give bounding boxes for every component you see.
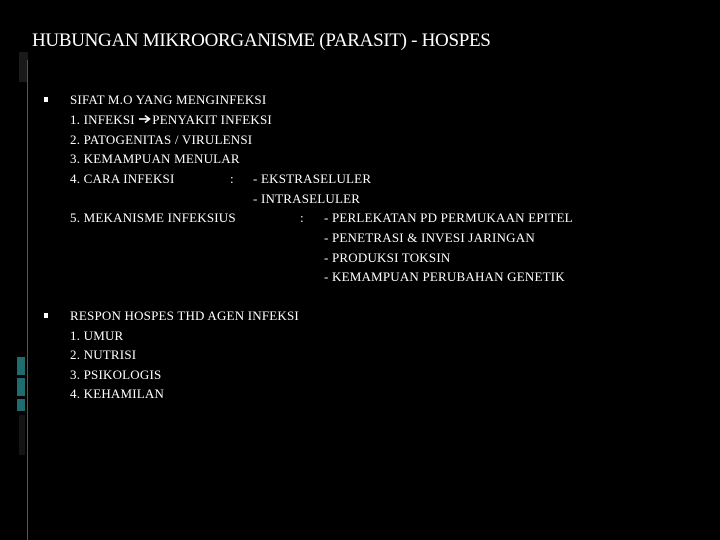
square-bullet-icon: [44, 97, 48, 102]
left-divider-line: [27, 60, 28, 540]
teal-accent-block: [17, 378, 25, 396]
section2-heading: RESPON HOSPES THD AGEN INFEKSI: [70, 308, 299, 323]
slide-title: HUBUNGAN MIKROORGANISME (PARASIT) - HOSPES: [32, 30, 491, 51]
section1-item4-label: 4. CARA INFEKSI: [70, 171, 175, 186]
dark-accent-block: [19, 415, 25, 455]
section1-item5-option: - PERLEKATAN PD PERMUKAAN EPITEL: [324, 210, 573, 225]
section1-item5-option: - KEMAMPUAN PERUBAHAN GENETIK: [324, 269, 565, 284]
section1-item1: [70, 110, 272, 130]
section2-item: 3. PSIKOLOGIS: [70, 367, 162, 382]
section1-item5-option: - PENETRASI & INVESI JARINGAN: [324, 230, 535, 245]
section1-item2: 2. PATOGENITAS / VIRULENSI: [70, 132, 253, 147]
section1-heading: SIFAT M.O YANG MENGINFEKSI: [70, 92, 267, 107]
section1-item5-label: 5. MEKANISME INFEKSIUS: [70, 210, 236, 225]
section1-item5-separator: :: [300, 210, 304, 225]
section2-item: 1. UMUR: [70, 328, 124, 343]
section1-item4-option: - INTRASELULER: [253, 191, 361, 206]
section1-item5-option: - PRODUKSI TOKSIN: [324, 250, 451, 265]
teal-accent-block: [17, 399, 25, 411]
right-arrow-icon: [138, 114, 152, 124]
section2-item: 4. KEHAMILAN: [70, 386, 165, 401]
section1-item4-option: - EKSTRASELULER: [253, 171, 372, 186]
square-bullet-icon: [44, 313, 48, 318]
item1-left: 1. INFEKSI: [70, 112, 135, 127]
section1-item3: 3. KEMAMPUAN MENULAR: [70, 151, 240, 166]
section1-item4-separator: :: [230, 171, 234, 186]
section2-item: 2. NUTRISI: [70, 347, 137, 362]
teal-accent-block: [17, 357, 25, 375]
item1-right: PENYAKIT INFEKSI: [152, 112, 272, 127]
